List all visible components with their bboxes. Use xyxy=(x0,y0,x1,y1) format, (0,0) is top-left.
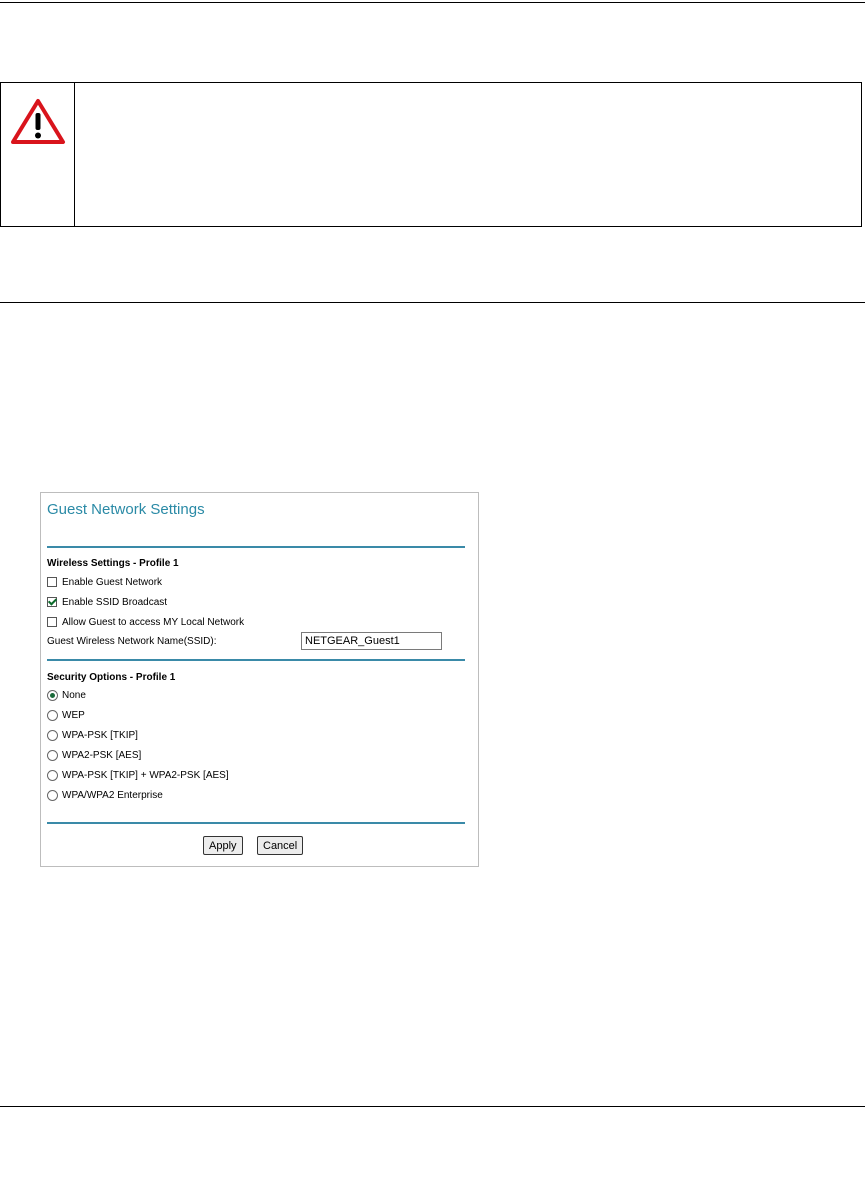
security-radio-none[interactable] xyxy=(47,690,58,701)
apply-button[interactable]: Apply xyxy=(203,836,243,855)
security-option-label: WPA-PSK [TKIP] + WPA2-PSK [AES] xyxy=(62,769,229,781)
security-option-wpa-psk[interactable] xyxy=(47,727,138,743)
security-option-enterprise[interactable] xyxy=(47,787,163,803)
security-radio-wpa2-psk[interactable] xyxy=(47,750,58,761)
bottom-rule xyxy=(0,1106,865,1107)
cancel-button[interactable]: Cancel xyxy=(257,836,303,855)
allow-guest-local-network-label: Allow Guest to access MY Local Network xyxy=(62,616,245,628)
ssid-input[interactable] xyxy=(301,632,442,650)
security-option-label: WPA-PSK [TKIP] xyxy=(62,729,138,741)
security-option-label: WPA2-PSK [AES] xyxy=(62,749,142,761)
security-radio-enterprise[interactable] xyxy=(47,790,58,801)
security-option-label: None xyxy=(62,689,86,701)
ssid-label: Guest Wireless Network Name(SSID): xyxy=(47,636,217,647)
enable-guest-network-option[interactable] xyxy=(47,574,162,590)
guest-network-settings-panel xyxy=(40,492,479,867)
enable-ssid-broadcast-label: Enable SSID Broadcast xyxy=(62,596,168,608)
security-radio-wpa-wpa2-psk[interactable] xyxy=(47,770,58,781)
security-option-label: WPA/WPA2 Enterprise xyxy=(62,789,163,801)
enable-ssid-broadcast-option[interactable] xyxy=(47,594,167,610)
section-divider xyxy=(0,302,865,303)
title-rule xyxy=(47,546,465,548)
security-option-wpa-wpa2-psk[interactable] xyxy=(47,767,229,783)
allow-guest-local-network-option[interactable] xyxy=(47,614,244,630)
enable-guest-network-label: Enable Guest Network xyxy=(62,576,163,588)
warning-box xyxy=(0,82,862,227)
security-radio-wpa-psk[interactable] xyxy=(47,730,58,741)
allow-guest-local-network-checkbox[interactable] xyxy=(47,617,57,627)
warning-triangle-icon xyxy=(9,97,67,147)
enable-guest-network-checkbox[interactable] xyxy=(47,577,57,587)
top-rule xyxy=(0,2,865,3)
security-radio-wep[interactable] xyxy=(47,710,58,721)
security-option-wpa2-psk[interactable] xyxy=(47,747,141,763)
security-option-label: WEP xyxy=(62,709,85,721)
footer-rule xyxy=(47,822,465,824)
security-option-wep[interactable] xyxy=(47,707,85,723)
security-options-heading: Security Options - Profile 1 xyxy=(47,672,176,683)
enable-ssid-broadcast-checkbox[interactable] xyxy=(47,597,57,607)
wireless-rule xyxy=(47,659,465,661)
panel-title: Guest Network Settings xyxy=(47,501,205,518)
security-option-none[interactable] xyxy=(47,687,86,703)
wireless-settings-heading: Wireless Settings - Profile 1 xyxy=(47,558,179,569)
warning-icon-cell xyxy=(1,83,75,226)
